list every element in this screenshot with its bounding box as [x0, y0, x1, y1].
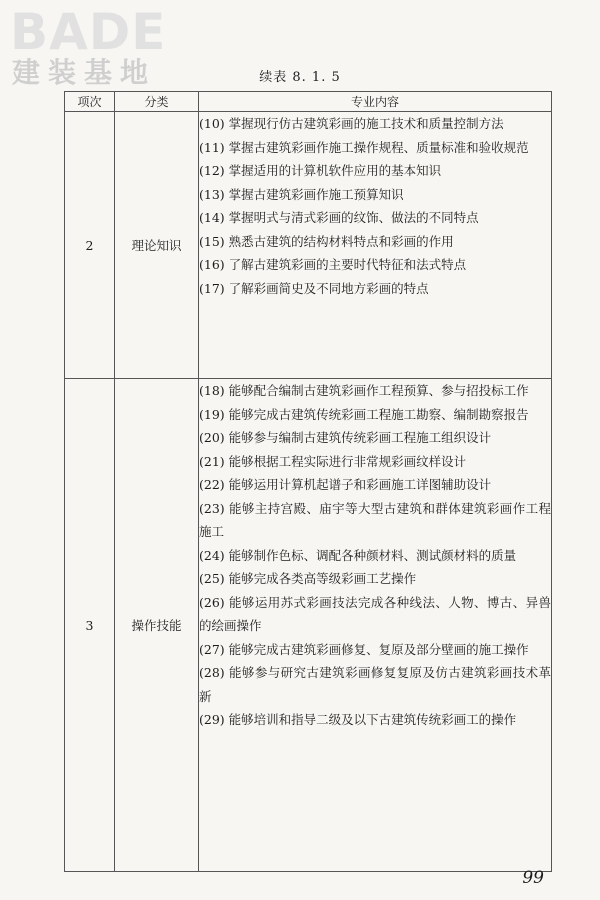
- content-item: (12) 掌握适用的计算机软件应用的基本知识: [199, 163, 442, 178]
- specification-table: [64, 91, 552, 872]
- content-item: (16) 了解古建筑彩画的主要时代特征和法式特点: [199, 257, 467, 272]
- table-caption: 续表 8. 1. 5: [259, 70, 341, 85]
- content-item: (29) 能够培训和指导二级及以下古建筑传统彩画工的操作: [199, 712, 517, 727]
- content-item: (15) 熟悉古建筑的结构材料特点和彩画的作用: [199, 233, 454, 249]
- content-item: (23) 能够主持宫殿、庙宇等大型古建筑和群体建筑彩画作工程施工: [199, 500, 551, 539]
- content-item: (28) 能够参与研究古建筑彩画修复复原及仿古建筑彩画技术革新: [199, 665, 551, 704]
- row-content: [199, 112, 552, 379]
- content-item: (17) 了解彩画简史及不同地方彩画的特点: [199, 280, 429, 296]
- row-category: 操作技能: [115, 379, 199, 872]
- content-item: (21) 能够根据工程实际进行非常规彩画纹样设计: [199, 453, 467, 469]
- content-item: (25) 能够完成各类高等级彩画工艺操作: [199, 571, 417, 586]
- content-item: (19) 能够完成古建筑传统彩画工程施工勘察、编制勘察报告: [199, 406, 529, 422]
- row-number: 3: [65, 379, 115, 872]
- content-item: (11) 掌握古建筑彩画作施工操作规程、质量标准和验收规范: [199, 139, 529, 155]
- row-number: 2: [65, 112, 115, 379]
- logo-brand: BADE: [10, 3, 167, 61]
- content-item: (26) 能够运用苏式彩画技法完成各种线法、人物、博古、异兽的绘画操作: [199, 594, 551, 633]
- header-item-number: 项次: [65, 92, 115, 112]
- table-header-row: [65, 92, 552, 112]
- content-item: (22) 能够运用计算机起谱子和彩画施工详图辅助设计: [199, 477, 492, 492]
- row-content: [199, 379, 552, 872]
- content-item: (24) 能够制作色标、调配各种颜材料、测试颜材料的质量: [199, 547, 517, 563]
- table-row: [65, 112, 552, 379]
- content-item: (18) 能够配合编制古建筑彩画作工程预算、参与招投标工作: [199, 383, 529, 398]
- content-item: (10) 掌握现行仿古建筑彩画的施工技术和质量控制方法: [199, 116, 504, 131]
- content-item: (13) 掌握古建筑彩画作施工预算知识: [199, 186, 404, 202]
- logo-tagline: 建装基地: [12, 56, 157, 89]
- row-category: 理论知识: [115, 112, 199, 379]
- content-item: (14) 掌握明式与清式彩画的纹饰、做法的不同特点: [199, 210, 479, 225]
- table-row: [65, 379, 552, 872]
- header-category: 分类: [115, 92, 199, 112]
- content-item: (20) 能够参与编制古建筑传统彩画工程施工组织设计: [199, 430, 492, 445]
- page-number: 99: [522, 868, 544, 888]
- content-item: (27) 能够完成古建筑彩画修复、复原及部分壁画的施工操作: [199, 641, 529, 657]
- header-content: 专业内容: [199, 92, 552, 112]
